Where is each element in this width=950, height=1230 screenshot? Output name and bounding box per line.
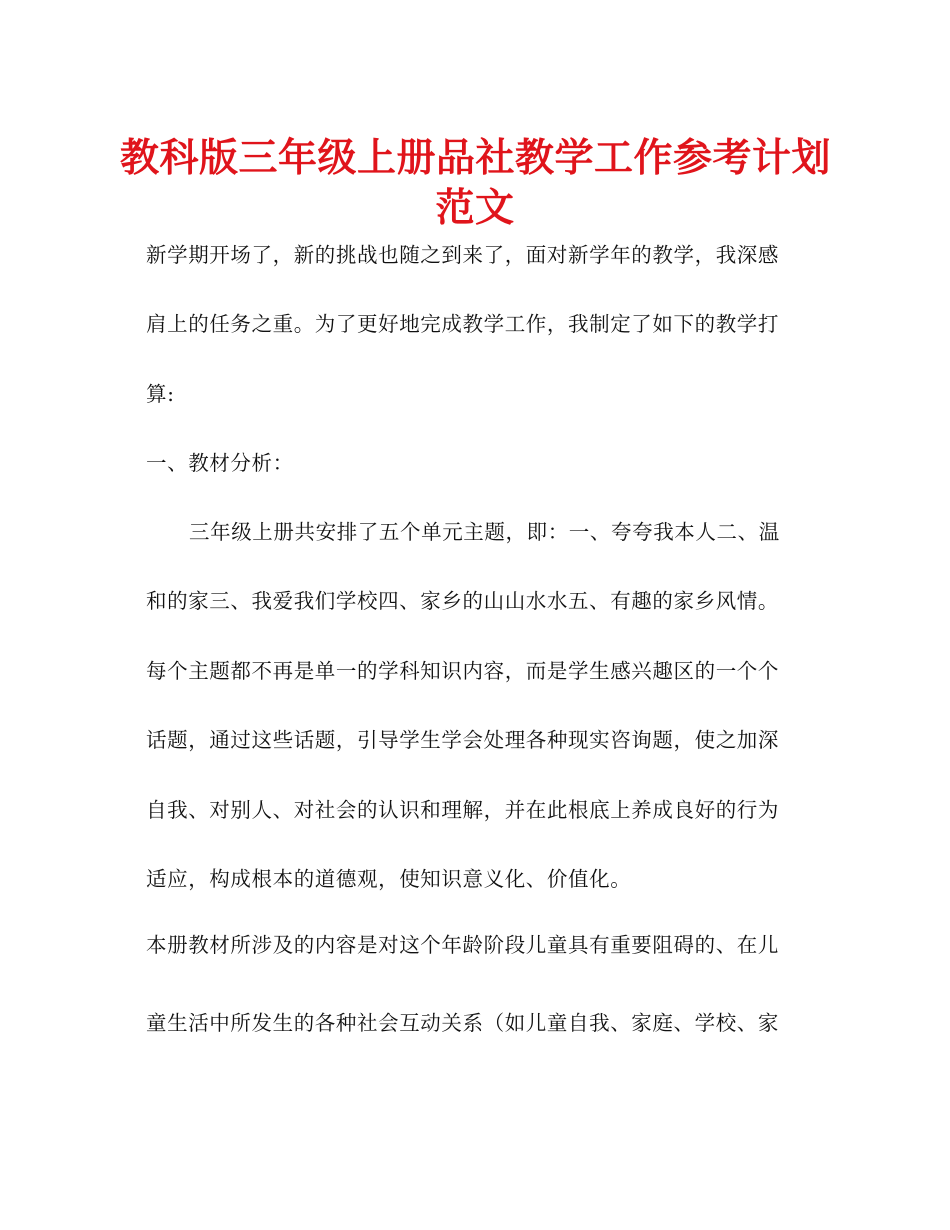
body-line: 适应，构成根本的道德观，使知识意义化、价值化。 [146, 867, 632, 891]
body-line: 本册教材所涉及的内容是对这个年龄阶段儿童具有重要阻碍的、在儿 [146, 933, 779, 957]
body-line: 和的家三、我爱我们学校四、家乡的山山水水五、有趣的家乡风情。 [146, 589, 779, 613]
body-line: 新学期开场了，新的挑战也随之到来了，面对新学年的教学，我深感 [146, 243, 779, 267]
body-line: 话题，通过这些话题，引导学生学会处理各种现实咨询题，使之加深 [146, 728, 779, 752]
body-line: 每个主题都不再是单一的学科知识内容，而是学生感兴趣区的一个个 [146, 659, 779, 683]
body-line: 算: [146, 382, 175, 406]
document-title-line-1: 教科版三年级上册品社教学工作参考计划 [120, 136, 832, 181]
body-line: 三年级上册共安排了五个单元主题，即：一、夸夸我本人二、温 [189, 520, 780, 544]
section-heading: 一、教材分析： [146, 451, 294, 475]
document-title-line-2: 范文 [435, 186, 515, 231]
body-line: 自我、对别人、对社会的认识和理解，并在此根底上养成良好的行为 [146, 798, 779, 822]
body-line: 肩上的任务之重。为了更好地完成教学工作，我制定了如下的教学打 [146, 312, 779, 336]
body-line: 童生活中所发生的各种社会互动关系（如儿童自我、家庭、学校、家 [146, 1011, 779, 1035]
